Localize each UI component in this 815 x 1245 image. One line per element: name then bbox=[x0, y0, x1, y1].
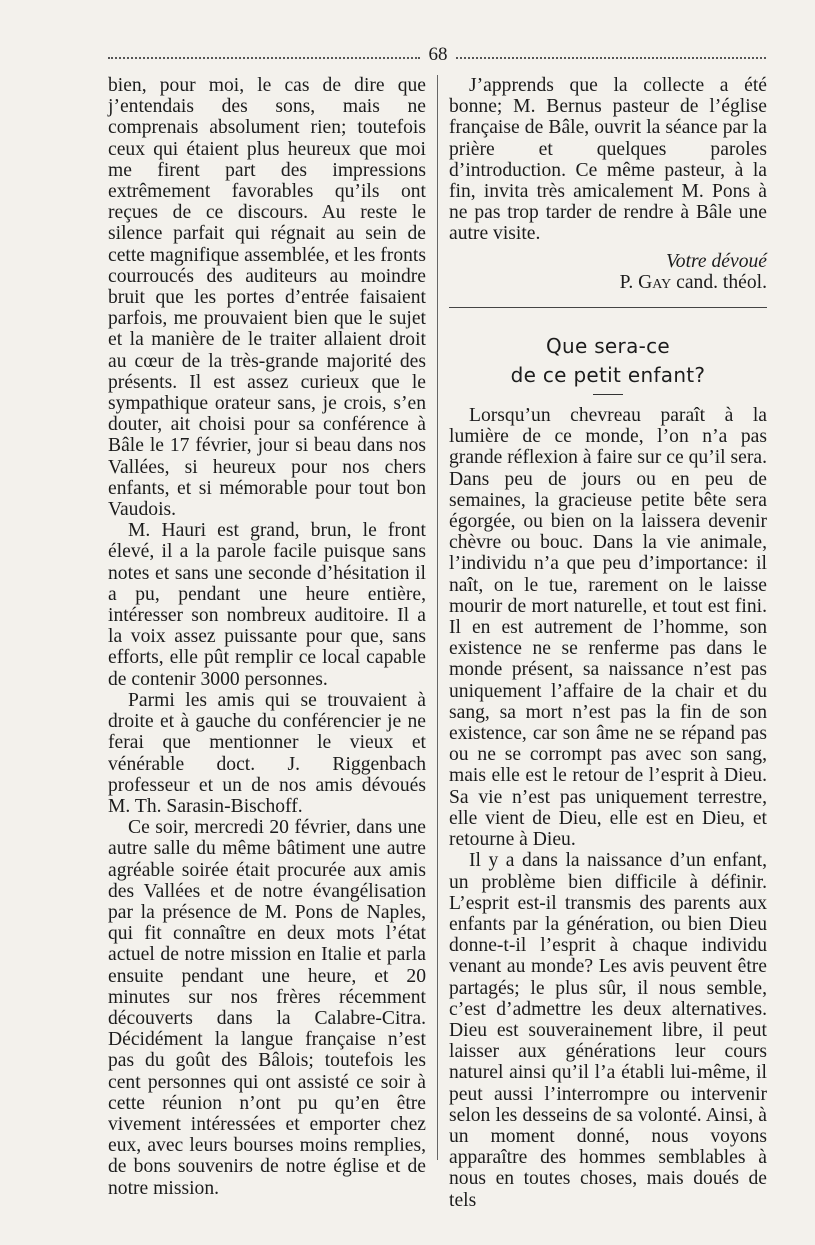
title-dash bbox=[593, 394, 623, 395]
paragraph: bien, pour moi, le cas de dire que j’entendais des sons, mais ne comprenais absolument rien; toutefois ceux qui étaient plus heureux que moi me firent part des impressions extrêmement favorables qu’ils ont reçues de ce discours. Au reste le silence parfait qui régnait au sein de cette magnifique assemblée, et les fronts courroucés des auditeurs au moindre bruit que les portes d’entrée faisaient parfois, me prouvaient bien que le sujet et la manière de le traiter allaient droit au cœur de la très-grande majorité des présents. Il est assez curieux que le sympathique orateur sans, je crois, s’en douter, ait choisi pour sa conférence à Bâle le 17 février, jour si beau dans nos Vallées, si heureux pour nos chers enfants, et si mémorable pour tout bon Vaudois. bbox=[108, 75, 426, 521]
right-column bbox=[449, 75, 767, 1211]
article-paragraph: Lorsqu’un chevreau paraît à la lumière de ce monde, l’on n’a pas grande réflexion à faire sur ce qu’il sera. Dans peu de jours ou en peu de semaines, la gracieuse petite bête sera égorgée, ou bien on la laissera devenir chèvre ou bouc. Dans la vie animale, l’individu n’a que peu d’importance: il naît, on le tue, rarement on le laisse mourir de mort naturelle, et tout est fini. Il en est autrement de l’homme, son existence ne se renferme pas dans le monde présent, sa naissance n’est pas uniquement l’affaire de la chair et du sang, sa mort n’est pas la fin de son existence, car son âme ne se répand pas ou ne se corrompt pas avec son sang, mais elle est le retour de l’esprit à Dieu. Sa vie n’est pas uniquement terrestre, elle vient de Dieu, elle est en Dieu, et retourne à Dieu. bbox=[449, 405, 767, 851]
paragraph: Ce soir, mercredi 20 février, dans une autre salle du même bâtiment une autre agréable soirée était procurée aux amis des Vallées et de notre évangélisation par la présence de M. Pons de Naples, qui fit connaître en deux mots l’état actuel de notre mission en Italie et parla ensuite pendant une heure, et 20 minutes sur nos frères récemment découverts dans la Calabre-Citra. Décidément la langue française n’est pas du goût des Bâlois; toutefois les cent personnes qui ont assisté ce soir à cette réunion n’ont pu qu’en être vivement intéressées et emporter chez eux, avec leurs bourses moins remplies, de bons souvenirs de notre église et de notre mission. bbox=[108, 817, 426, 1199]
signature-name: Gay bbox=[638, 271, 672, 293]
closing-text: Votre dévoué bbox=[665, 250, 767, 272]
article-title-line-2: de ce petit enfant? bbox=[510, 363, 706, 388]
signature bbox=[449, 272, 767, 293]
closing bbox=[449, 251, 767, 272]
page-number: 68 bbox=[428, 44, 448, 65]
column-divider bbox=[437, 75, 438, 1160]
paragraph: Parmi les amis qui se trouvaient à droite et à gauche du conférencier je ne ferai que mentionner le vieux et vénérable doct. J. Riggenbach professeur et un de nos amis dévoués M. Th. Sarasin-Bischoff. bbox=[108, 689, 426, 817]
letter-paragraph: J’apprends que la collecte a été bonne; M. Bernus pasteur de l’église française de Bâle, ouvrit la séance par la prière et quelques paroles d’introduction. Ce même pasteur, à la fin, invita très amicalement M. Pons à ne pas trop tarder de rendre à Bâle une autre visite. bbox=[449, 75, 767, 245]
article-paragraph: Il y a dans la naissance d’un enfant, un problème bien difficile à définir. L’esprit est-il transmis des parents aux enfants par la génération, ou bien Dieu donne-t-il l’esprit à chaque individu venant au monde? Les avis peuvent être partagés; le plus sûr, il nous semble, c’est d’admettre les deux alternatives. Dieu est souverainement libre, il peut laisser aux générations leur cours naturel ainsi qu’il l’a établi lui-même, il peut aussi l’interrompre ou intervenir selon les desseins de sa volonté. Ainsi, à un moment donné, nous voyons apparaître des hommes semblables à nous en toutes choses, mais doués de tels bbox=[449, 850, 767, 1211]
left-column bbox=[108, 75, 426, 1199]
signature-title: cand. théol. bbox=[671, 271, 767, 293]
header-rule-left bbox=[108, 57, 420, 59]
paragraph: M. Hauri est grand, brun, le front élevé, il a la parole facile puisque sans notes et sans une seconde d’hésitation il a pu, pendant une heure entière, intéresser son nombreux auditoire. Il a la voix assez puissante pour que, sans efforts, elle pût remplir ce local capable de contenir 3000 personnes. bbox=[108, 520, 426, 690]
signature-initial: P. bbox=[619, 271, 639, 293]
article-title bbox=[449, 332, 767, 390]
header-rule-right bbox=[456, 57, 766, 59]
article-title-line-1: Que sera-ce bbox=[545, 334, 671, 359]
section-separator bbox=[449, 307, 767, 308]
